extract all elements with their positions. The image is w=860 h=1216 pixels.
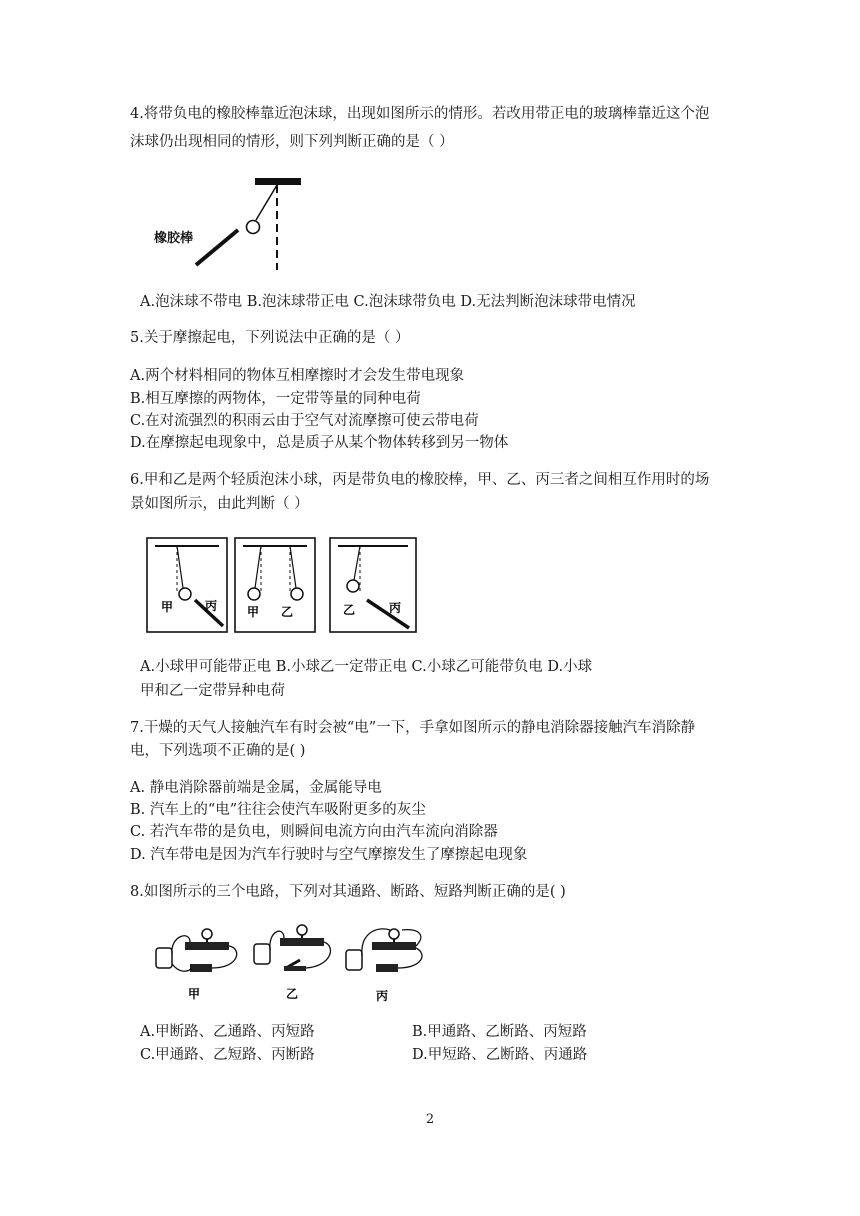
q7-option-b: B. 汽车上的“电”往往会使汽车吸附更多的灰尘: [130, 802, 426, 818]
q8-option-b: B.甲通路、乙断路、丙短路: [412, 1024, 587, 1040]
q7-option-c: C. 若汽车带的是负电，则瞬间电流方向由汽车流向消除器: [130, 824, 498, 840]
q4-figure-rubber-rod-foam-ball: [150, 170, 310, 280]
q8-figure-three-circuits: [150, 918, 430, 1006]
q6-label-jia-2: 甲: [247, 605, 260, 619]
q4-stem-line1: 4.将带负电的橡胶棒靠近泡沫球，出现如图所示的情形。若改用带正电的玻璃棒靠近这个泡: [130, 106, 710, 122]
q6-label-yi-2: 乙: [281, 605, 294, 619]
q6-label-bing: 丙: [205, 599, 218, 613]
q8-option-a: A.甲断路、乙通路、丙短路: [140, 1024, 315, 1040]
q8-option-d: D.甲短路、乙断路、丙通路: [412, 1047, 588, 1063]
q8-label-yi: 乙: [286, 987, 299, 1001]
q8-label-jia: 甲: [188, 987, 201, 1001]
q6-label-bing-3: 丙: [389, 601, 402, 615]
q6-options-line2: 甲和乙一定带异种电荷: [140, 683, 285, 699]
q5-option-a: A.两个材料相同的物体互相摩擦时才会发生带电现象: [130, 368, 465, 384]
page-number: 2: [425, 1112, 435, 1127]
q6-label-yi-3: 乙: [343, 603, 356, 617]
circuit-bing: [346, 929, 422, 1003]
q5-option-d: D.在摩擦起电现象中，总是质子从某个物体转移到另一物体: [130, 435, 509, 451]
q8-option-c: C.甲通路、乙短路、丙断路: [140, 1047, 315, 1063]
q7-stem-line2: 电，下列选项不正确的是( ): [130, 743, 306, 759]
q4-figure-label: 橡胶棒: [154, 231, 194, 246]
q6-figure-three-panels: [145, 536, 420, 636]
q5-option-b: B.相互摩擦的两物体，一定带等量的同种电荷: [130, 391, 421, 407]
q8-stem: 8.如图所示的三个电路，下列对其通路、断路、短路判断正确的是( ): [130, 884, 566, 900]
q8-label-bing: 丙: [376, 989, 389, 1003]
q7-stem-line1: 7.干燥的天气人接触汽车有时会被“电”一下，手拿如图所示的静电消除器接触汽车消除静: [130, 720, 696, 736]
q5-option-c: C.在对流强烈的积雨云由于空气对流摩擦可使云带电荷: [130, 413, 479, 429]
circuit-jia: [156, 929, 237, 1001]
q5-stem: 5.关于摩擦起电，下列说法中正确的是（ ）: [130, 330, 410, 346]
q6-stem-line1: 6.甲和乙是两个轻质泡沫小球，丙是带负电的橡胶棒，甲、乙、丙三者之间相互作用时的场: [130, 472, 710, 488]
q6-label-jia: 甲: [161, 600, 174, 614]
q6-options-line1: A.小球甲可能带正电 B.小球乙一定带正电 C.小球乙可能带负电 D.小球: [140, 659, 593, 675]
q7-option-d: D. 汽车带电是因为汽车行驶时与空气摩擦发生了摩擦起电现象: [130, 847, 528, 863]
q4-options: A.泡沫球不带电 B.泡沫球带正电 C.泡沫球带负电 D.无法判断泡沫球带电情况: [140, 294, 636, 310]
q6-stem-line2: 景如图所示，由此判断（ ）: [130, 496, 309, 512]
circuit-yi: [254, 925, 330, 1001]
q4-stem-line2: 沫球仍出现相同的情形，则下列判断正确的是（ ）: [130, 134, 454, 150]
q7-option-a: A. 静电消除器前端是金属，金属能导电: [130, 780, 382, 796]
